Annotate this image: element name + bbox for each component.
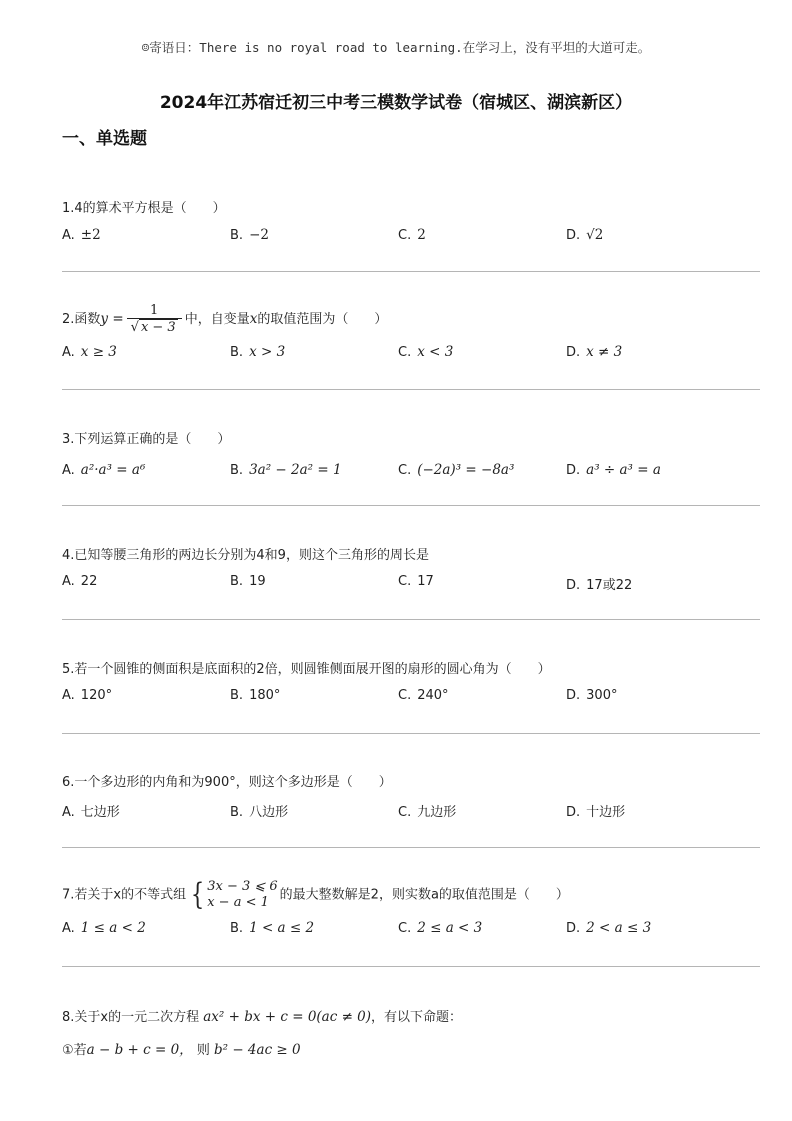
option-text: 七边形: [80, 805, 120, 820]
question-stem: 5.若一个圆锥的侧面积是底面积的2倍，则圆锥侧面展开图的扇形的圆心角为（ ）: [62, 662, 551, 677]
option-text: 17: [417, 574, 434, 589]
option-d[interactable]: [566, 920, 651, 936]
option-letter: D.: [566, 345, 581, 360]
stem-text: 的取值范围为（ ）: [257, 312, 388, 327]
option-text: x > 3: [249, 344, 286, 360]
options-row: [62, 344, 762, 366]
inequality-system: [188, 879, 278, 911]
stem-text: 7.若关于x的不等式组: [62, 887, 187, 903]
stem-text: ，有以下命题：: [371, 1010, 463, 1025]
denominator: √ x − 3: [127, 318, 182, 336]
question-2: [62, 303, 762, 366]
system-lines: [207, 879, 277, 911]
option-text: 2 < a ≤ 3: [586, 920, 652, 936]
divider: [62, 966, 760, 967]
stem-text: 2.函数: [62, 312, 101, 327]
option-b[interactable]: [230, 801, 288, 820]
option-text: x ≥ 3: [80, 344, 117, 360]
option-letter: B.: [230, 688, 244, 703]
stem-text: 中，自变量: [184, 312, 250, 327]
divider: [62, 733, 760, 734]
option-b[interactable]: [230, 462, 342, 478]
divider: [62, 619, 760, 620]
options-row: [62, 574, 762, 596]
option-d[interactable]: [566, 344, 622, 360]
option-d[interactable]: [566, 688, 617, 703]
option-b[interactable]: [230, 344, 285, 360]
option-letter: B.: [230, 228, 244, 243]
left-brace: {: [190, 877, 205, 912]
question-8: [62, 1007, 762, 1061]
stem-text: 的最大整数解是2，则实数a的取值范围是（ ）: [279, 887, 569, 903]
proposition-1: [62, 1040, 762, 1061]
option-letter: A.: [62, 574, 75, 589]
question-6: [62, 773, 762, 823]
option-c[interactable]: [398, 688, 449, 703]
option-text: 19: [249, 574, 266, 589]
options-row: [62, 688, 762, 710]
question-stem: 4.已知等腰三角形的两边长分别为4和9，则这个三角形的周长是: [62, 548, 429, 563]
section-heading: 一、单选题: [62, 129, 147, 149]
option-a[interactable]: [62, 462, 145, 478]
option-d[interactable]: [566, 462, 661, 478]
option-text: √2: [586, 227, 604, 243]
option-letter: D.: [566, 805, 581, 820]
question-stem: [62, 1007, 762, 1028]
option-b[interactable]: [230, 688, 280, 703]
equation: ax² + bx + c = 0(ac ≠ 0): [203, 1009, 372, 1025]
option-d[interactable]: [566, 227, 603, 243]
options-row: [62, 801, 762, 823]
option-a[interactable]: [62, 344, 117, 360]
question-stem: 1.4的算术平方根是（ ）: [62, 201, 226, 216]
question-1: [62, 199, 762, 249]
question-stem: [62, 879, 762, 911]
fraction: [127, 303, 182, 336]
option-text: a³ ÷ a³ = a: [586, 462, 661, 478]
option-text: 2 ≤ a < 3: [417, 920, 483, 936]
divider: [62, 505, 760, 506]
option-text: 22: [80, 574, 98, 589]
option-text: 2: [417, 227, 426, 243]
option-a[interactable]: [62, 920, 146, 936]
option-text: a²·a³ = a⁶: [80, 462, 146, 478]
options-row: [62, 920, 762, 942]
option-letter: C.: [398, 921, 412, 936]
option-letter: C.: [398, 463, 412, 478]
option-text: 120°: [80, 688, 113, 703]
condition: a − b + c = 0，: [86, 1042, 193, 1058]
option-letter: C.: [398, 228, 412, 243]
option-letter: D.: [566, 463, 581, 478]
option-b[interactable]: [230, 920, 314, 936]
divider: [62, 271, 760, 272]
option-a[interactable]: [62, 574, 97, 589]
option-text: 九边形: [417, 805, 457, 820]
option-b[interactable]: [230, 227, 269, 243]
option-letter: D.: [566, 228, 581, 243]
option-d[interactable]: [566, 801, 625, 820]
option-text: 八边形: [249, 805, 289, 820]
divider: [62, 847, 760, 848]
question-7: [62, 879, 762, 942]
stem-text: ①若: [62, 1043, 87, 1058]
question-stem: 6.一个多边形的内角和为900°，则这个多边形是（ ）: [62, 775, 392, 790]
option-text: 1 ≤ a < 2: [80, 920, 146, 936]
option-text: ±2: [80, 227, 101, 243]
question-stem: [62, 303, 762, 336]
motto-line: ☺寄语日：There is no royal road to learning.在学习上，没有平坦的大道可走。: [141, 40, 651, 55]
option-letter: C.: [398, 805, 412, 820]
option-c[interactable]: [398, 462, 514, 478]
option-letter: A.: [62, 345, 75, 360]
stem-text: 8.关于x的一元二次方程: [62, 1010, 200, 1025]
option-d[interactable]: [566, 574, 632, 593]
conclusion: b² − 4ac ≥ 0: [213, 1042, 301, 1058]
option-a[interactable]: [62, 801, 120, 820]
options-row: [62, 227, 762, 249]
option-text: x < 3: [417, 344, 454, 360]
option-text: 180°: [249, 688, 281, 703]
option-letter: A.: [62, 228, 75, 243]
option-text: 1 < a ≤ 2: [249, 920, 315, 936]
inequality-2: x − a < 1: [207, 895, 269, 910]
option-letter: A.: [62, 463, 75, 478]
option-c[interactable]: [398, 801, 456, 820]
option-text: 3a² − 2a² = 1: [249, 462, 342, 478]
option-c[interactable]: [398, 344, 453, 360]
option-text: 240°: [417, 688, 449, 703]
option-letter: B.: [230, 463, 244, 478]
divider: [62, 389, 760, 390]
option-letter: C.: [398, 688, 412, 703]
option-letter: A.: [62, 688, 75, 703]
question-5: [62, 660, 762, 710]
options-row: [62, 462, 762, 484]
option-text: −2: [249, 227, 269, 243]
question-4: [62, 546, 762, 596]
variable: x: [249, 311, 258, 327]
function-symbol: y =: [100, 311, 124, 327]
option-letter: D.: [566, 578, 581, 593]
option-letter: D.: [566, 921, 581, 936]
option-c[interactable]: [398, 574, 434, 589]
exam-title: 2024年江苏宿迁初三中考三模数学试卷（宿城区、湖滨新区）: [159, 93, 633, 113]
option-letter: B.: [230, 805, 244, 820]
option-letter: A.: [62, 805, 75, 820]
question-stem: 3.下列运算正确的是（ ）: [62, 432, 231, 447]
option-text: 17或22: [586, 578, 633, 593]
option-text: x ≠ 3: [586, 344, 623, 360]
option-letter: B.: [230, 921, 244, 936]
option-letter: C.: [398, 345, 412, 360]
option-a[interactable]: [62, 227, 101, 243]
option-c[interactable]: [398, 920, 482, 936]
numerator: 1: [150, 303, 159, 318]
option-b[interactable]: [230, 574, 266, 589]
stem-text: 则: [196, 1043, 210, 1058]
option-text: (−2a)³ = −8a³: [417, 462, 515, 478]
option-letter: A.: [62, 921, 75, 936]
option-letter: B.: [230, 345, 244, 360]
option-text: 300°: [586, 688, 618, 703]
option-letter: C.: [398, 574, 412, 589]
inequality-1: 3x − 3 ⩽ 6: [207, 879, 278, 894]
option-letter: B.: [230, 574, 244, 589]
question-3: [62, 430, 762, 484]
radicand: x − 3: [140, 320, 176, 335]
option-letter: D.: [566, 688, 581, 703]
option-text: 十边形: [586, 805, 626, 820]
option-c[interactable]: [398, 227, 426, 243]
option-a[interactable]: [62, 688, 112, 703]
